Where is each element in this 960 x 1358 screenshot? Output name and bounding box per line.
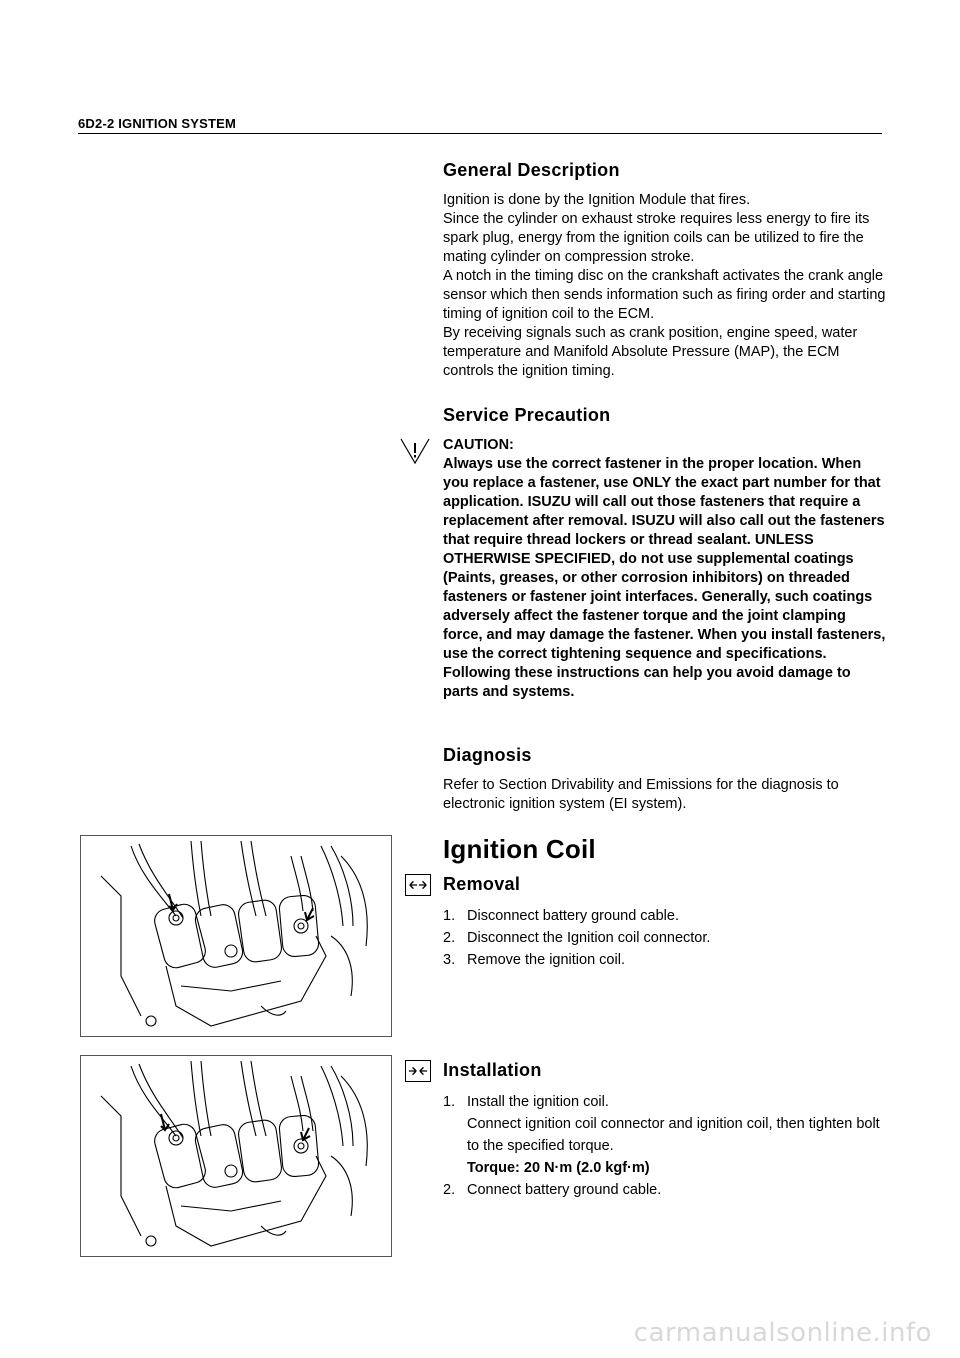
caution-text: Always use the correct fastener in the proper location. When you replace a fastener, use ONLY the exact part number for that application. ISUZU will call out those fasteners that require a replacement after removal. ISUZU will also call out the fasteners that require thread lockers or thread sealant. UNLESS OTHERWISE SPECIFIED, do not use supplemental coatings (Paints, greases, or other corrosion inhibitors) on threaded fasteners or fastener joint interfaces. Generally, such coatings adversely affect the fastener torque and the joint clamping force, and may damage the fastener. When you install fasteners, use the correct tightening sequence and specifications. Following these instructions can help you avoid damage to parts and systems.	[443, 456, 886, 700]
ignition-coil-installation-illustration	[81, 1056, 391, 1256]
installation-step-1	[443, 1091, 888, 1113]
removal-step-3	[443, 949, 888, 971]
removal-heading: Removal	[443, 874, 521, 894]
step-text: Connect battery ground cable.	[467, 1182, 662, 1198]
page-header: 6D2-2 IGNITION SYSTEM	[78, 116, 237, 131]
installation-arrows-icon	[405, 1060, 431, 1082]
diagnosis-heading: Diagnosis	[443, 745, 532, 765]
torque-spec: Torque: 20 N·m (2.0 kgf·m)	[467, 1160, 650, 1176]
removal-steps	[443, 905, 888, 971]
step-number: 1.	[443, 1094, 456, 1110]
installation-step-1-detail: Connect ignition coil connector and ignition coil, then tighten bolt to the specified torque.	[467, 1116, 880, 1154]
watermark: carmanualsonline.info	[633, 1318, 932, 1348]
installation-heading: Installation	[443, 1060, 542, 1080]
general-paragraph-2: Since the cylinder on exhaust stroke requires less energy to fire its spark plug, energy from the ignition coils can be utilized to fire the mating cylinder on compression stroke.	[443, 211, 870, 265]
general-paragraph-1: Ignition is done by the Ignition Module that fires.	[443, 192, 751, 208]
step-number: 2.	[443, 1182, 456, 1198]
installation-steps	[443, 1091, 888, 1201]
general-description-heading: General Description	[443, 160, 620, 180]
step-text: Install the ignition coil.	[467, 1094, 609, 1110]
installation-step-2	[443, 1179, 888, 1201]
removal-arrows-icon	[405, 874, 431, 896]
removal-section	[443, 874, 888, 971]
installation-section	[443, 1060, 888, 1201]
caution-label: CAUTION:	[443, 437, 514, 453]
step-text: Disconnect the Ignition coil connector.	[467, 930, 711, 946]
general-paragraph-3: A notch in the timing disc on the crankshaft activates the crank angle sensor which then sends information such as firing order and starting timing of ignition coil to the ECM.	[443, 268, 886, 322]
removal-step-1	[443, 905, 888, 927]
diagnosis-text: Refer to Section Drivability and Emissions for the diagnosis to electronic ignition system (EI system).	[443, 777, 839, 812]
removal-figure	[80, 835, 392, 1037]
caution-triangle-icon	[399, 437, 431, 465]
header-rule	[78, 133, 882, 134]
step-number: 2.	[443, 930, 456, 946]
step-text: Remove the ignition coil.	[467, 952, 625, 968]
service-precaution-heading: Service Precaution	[443, 405, 611, 425]
ignition-coil-title: Ignition Coil	[443, 834, 596, 864]
ignition-coil-section	[443, 834, 888, 865]
general-paragraph-4: By receiving signals such as crank position, engine speed, water temperature and Manifold Absolute Pressure (MAP), the ECM controls the ignition timing.	[443, 325, 858, 379]
general-description-section	[443, 160, 888, 381]
diagnosis-section	[443, 745, 888, 814]
step-number: 3.	[443, 952, 456, 968]
service-precaution-section	[443, 405, 888, 702]
removal-step-2	[443, 927, 888, 949]
installation-figure	[80, 1055, 392, 1257]
ignition-coil-removal-illustration	[81, 836, 391, 1036]
step-number: 1.	[443, 908, 456, 924]
step-text: Disconnect battery ground cable.	[467, 908, 679, 924]
